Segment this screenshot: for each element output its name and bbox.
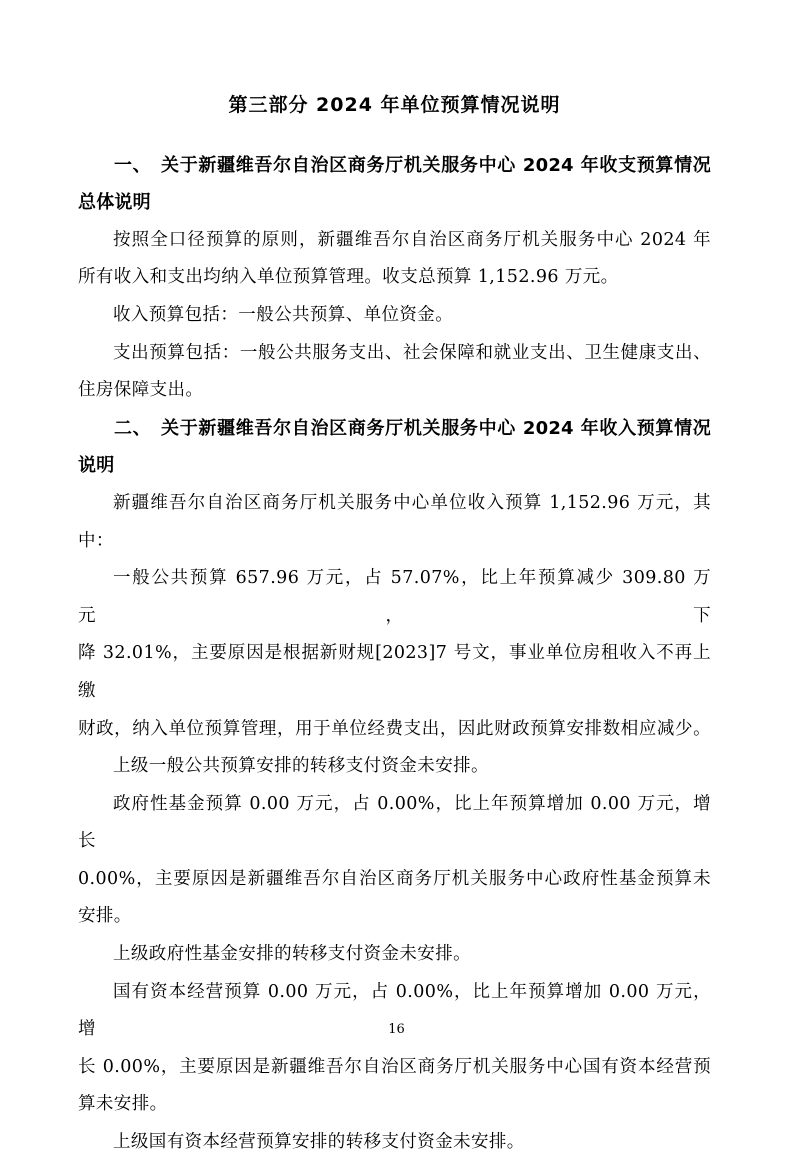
paragraph-budget-overview [78, 222, 711, 297]
paragraph-line: 一般公共预算 657.96 万元，占 57.07%，比上年预算减少 309.80 万元，下 [78, 568, 711, 626]
paragraph-gov-fund-budget [78, 786, 711, 936]
paragraph-income-scope [78, 297, 711, 335]
paragraph-line: 支出预算包括：一般公共服务支出、社会保障和就业支出、卫生健康支出、 [113, 342, 711, 363]
paragraph-line: 收入预算包括：一般公共预算、单位资金。 [113, 304, 454, 325]
paragraph-line: 上级一般公共预算安排的转移支付资金未安排。 [113, 756, 489, 777]
paragraph-line: 财政，纳入单位预算管理，用于单位经费支出，因此财政预算安排数相应减少。 [78, 718, 711, 739]
heading-line: 说明 [78, 455, 115, 477]
paragraph-line: 降 32.01%，主要原因是根据新财规[2023]7 号文，事业单位房租收入不再上缴 [78, 643, 711, 701]
heading-line: 总体说明 [78, 192, 151, 214]
section-1-heading [78, 147, 711, 222]
paragraph-line: 政府性基金预算 0.00 万元，占 0.00%，比上年预算增加 0.00 万元，增长 [78, 793, 711, 852]
paragraph-general-public-budget [78, 560, 711, 748]
paragraph-line: 所有收入和支出均纳入单位预算管理。收支总预算 1,152.96 万元。 [78, 267, 619, 288]
paragraph-expenditure-scope [78, 335, 711, 410]
page-content [78, 87, 711, 1162]
paragraph-state-capital-transfer [78, 1124, 711, 1162]
document-title: 第三部分 2024 年单位预算情况说明 [228, 94, 561, 116]
paragraph-line: 国有资本经营预算 0.00 万元，占 0.00%，比上年预算增加 0.00 万元，增 [78, 981, 711, 1040]
paragraph-line: 0.00%，主要原因是新疆维吾尔自治区商务厅机关服务中心政府性基金预算未 [78, 868, 711, 889]
paragraph-income-total [78, 485, 711, 560]
page-number: 16 [388, 1022, 405, 1037]
paragraph-line: 算未安排。 [78, 1094, 168, 1115]
paragraph-line: 新疆维吾尔自治区商务厅机关服务中心单位收入预算 1,152.96 万元，其 [113, 492, 711, 513]
paragraph-line: 上级国有资本经营预算安排的转移支付资金未安排。 [113, 1132, 525, 1153]
paragraph-line: 中： [78, 530, 114, 551]
paragraph-line: 上级政府性基金安排的转移支付资金未安排。 [113, 944, 471, 965]
paragraph-state-capital-budget [78, 974, 711, 1124]
paragraph-general-transfer [78, 748, 711, 786]
paragraph-line: 安排。 [78, 906, 132, 927]
paragraph-line: 长 0.00%，主要原因是新疆维吾尔自治区商务厅机关服务中心国有资本经营预 [78, 1056, 711, 1077]
heading-line: 一、 关于新疆维吾尔自治区商务厅机关服务中心 2024 年收支预算情况 [114, 154, 711, 176]
section-2-heading [78, 410, 711, 485]
paragraph-line: 住房保障支出。 [78, 380, 204, 401]
paragraph-gov-fund-transfer [78, 936, 711, 974]
heading-line: 二、 关于新疆维吾尔自治区商务厅机关服务中心 2024 年收入预算情况 [114, 417, 711, 439]
paragraph-line: 按照全口径预算的原则，新疆维吾尔自治区商务厅机关服务中心 2024 年 [113, 229, 711, 250]
